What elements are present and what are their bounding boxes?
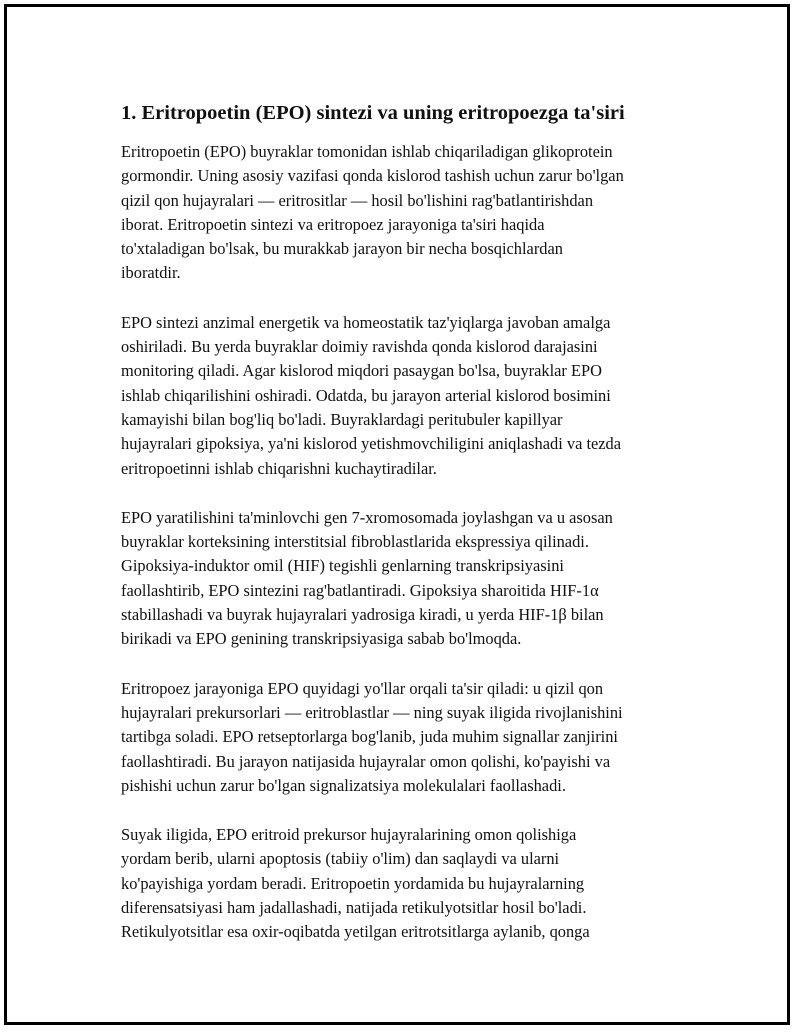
text-line: Eritropoez jarayoniga EPO quyidagi yo'llar orqali ta'sir qiladi: u qizil qon	[121, 678, 604, 698]
text-line: tartibga soladi. EPO retseptorlarga bog'lanib, juda muhim signallar zanjirini	[121, 727, 618, 747]
text-line: monitoring qiladi. Agar kislorod miqdori pasaygan bo'lsa, buyraklar EPO	[121, 361, 602, 381]
text-line: gormondir. Uning asosiy vazifasi qonda kislorod tashish uchun zarur bo'lgan	[121, 166, 624, 186]
text-line: birikadi va EPO genining transkripsiyasiga sabab bo'lmoqda.	[121, 629, 522, 649]
text-line: oshiriladi. Bu yerda buyraklar doimiy ravishda qonda kislorod darajasini	[121, 337, 598, 357]
text-line: hujayralari prekursorlari — eritroblastlar — ning suyak iligida rivojlanishini	[121, 702, 623, 722]
text-line: eritropoetinni ishlab chiqarishni kuchaytiradilar.	[121, 458, 437, 478]
text-line: faollashtiradi. Bu jarayon natijasida hujayralar omon qolishi, ko'payishi va	[121, 751, 611, 771]
text-line: kamayishi bilan bog'liq bo'ladi. Buyraklardagi peritubuler kapillyar	[121, 409, 563, 429]
text-line: iboratdir.	[121, 263, 181, 283]
text-line: Gipoksiya-induktor omil (HIF) tegishli genlarning transkripsiyasini	[121, 556, 564, 576]
text-line: yordam berib, ularni apoptosis (tabiiy o'lim) dan saqlaydi va ularni	[121, 849, 560, 869]
text-line: pishishi uchun zarur bo'lgan signalizatsiya molekulalari faollashadi.	[121, 775, 566, 795]
document-body	[121, 99, 701, 970]
section-title: 1. Eritropoetin (EPO) sintezi va uning eritropoezga ta'siri	[121, 102, 625, 124]
text-line: Eritropoetin (EPO) buyraklar tomonidan ishlab chiqariladigan glikoprotein	[121, 142, 613, 161]
text-line: to'xtaladigan bo'lsak, bu murakkab jarayon bir necha bosqichlardan	[121, 239, 563, 259]
paragraph-2	[121, 311, 701, 481]
text-line: Suyak iligida, EPO eritroid prekursor hujayralarining omon qolishiga	[121, 825, 577, 845]
paragraph-1	[121, 140, 701, 286]
text-line: stabillashadi va buyrak hujayralari yadrosiga kiradi, u yerda HIF-1β bilan	[121, 605, 604, 625]
text-line: hujayralari gipoksiya, ya'ni kislorod yetishmovchiligini aniqlashadi va tezda	[121, 434, 622, 454]
text-line: ishlab chiqarilishini oshiradi. Odatda, bu jarayon arterial kislorod bosimini	[121, 385, 611, 405]
paragraph-4	[121, 677, 701, 798]
paragraph-5	[121, 823, 701, 944]
text-line: faollashtirib, EPO sintezini rag'batlantiradi. Gipoksiya sharoitida HIF-1α	[121, 580, 599, 600]
text-line: EPO yaratilishini ta'minlovchi gen 7-xromosomada joylashgan va u asosan	[121, 507, 613, 527]
text-line: buyraklar korteksining interstitsial fibroblastlarida ekspressiya qilinadi.	[121, 532, 589, 552]
text-line: EPO sintezi anzimal energetik va homeostatik taz'yiqlarga javoban amalga	[121, 312, 611, 332]
text-line: ko'payishiga yordam beradi. Eritropoetin yordamida bu hujayralarning	[121, 873, 585, 893]
text-line: diferensatsiyasi ham jadallashadi, natijada retikulyotsitlar hosil bo'ladi.	[121, 898, 587, 918]
text-line: iborat. Eritropoetin sintezi va eritropoez jarayoniga ta'siri haqida	[121, 214, 545, 234]
text-line: Retikulyotsitlar esa oxir-oqibatda yetilgan eritrotsitlarga aylanib, qonga	[121, 922, 590, 942]
text-line: qizil qon hujayralari — eritrositlar — hosil bo'lishini rag'batlantirishdan	[121, 190, 594, 210]
page-frame	[4, 4, 790, 1025]
paragraph-3	[121, 506, 701, 652]
